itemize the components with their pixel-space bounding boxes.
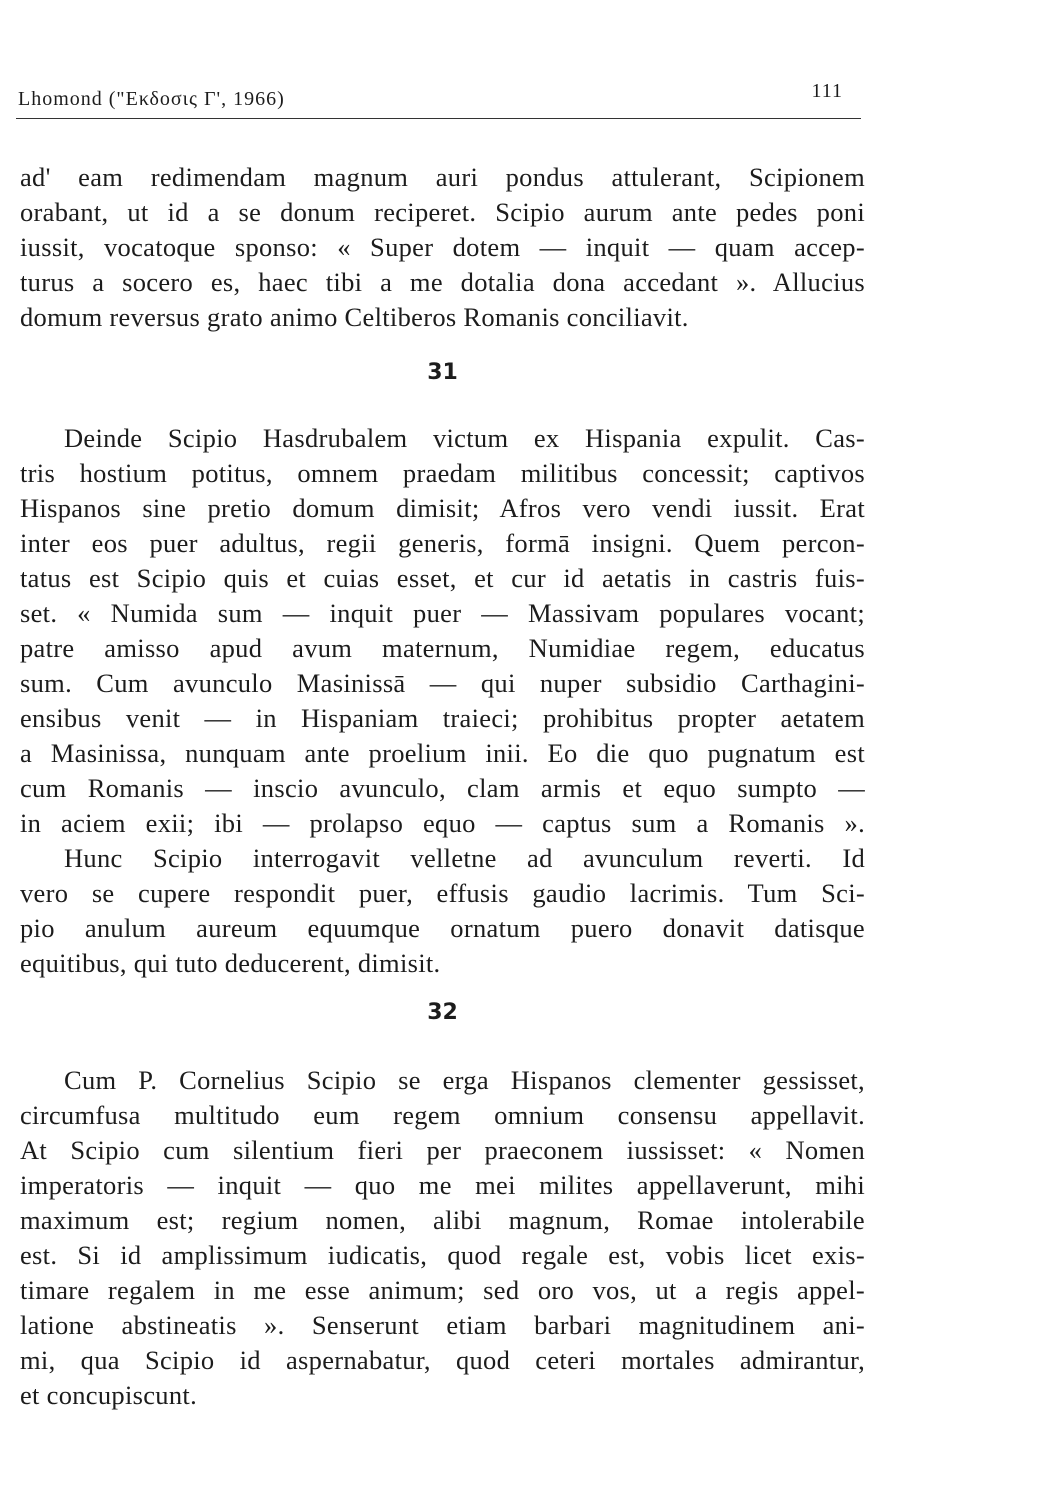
text-line: a Masinissa, nunquam ante proelium inii. Eo die quo pugnatum est — [20, 738, 865, 768]
text-line: set. « Numida sum — inquit puer — Massivam populares vocant; — [20, 598, 865, 628]
text-line: At Scipio cum silentium fieri per praeconem iussisset: « Nomen — [20, 1135, 865, 1165]
text-line: mi, qua Scipio id aspernabatur, quod ceteri mortales admirantur, — [20, 1345, 865, 1375]
text-line: et concupiscunt. — [20, 1380, 197, 1410]
section-number: 32 — [427, 1000, 458, 1025]
text-line: Cum P. Cornelius Scipio se erga Hispanos clementer gessisset, — [64, 1065, 865, 1095]
running-head-title: Lhomond ("Εκδοσις Γ', 1966) — [18, 88, 285, 110]
text-line: maximum est; regium nomen, alibi magnum, Romae intolerabile — [20, 1205, 865, 1235]
text-line: cum Romanis — inscio avunculo, clam armis et equo sumpto — — [20, 773, 865, 803]
text-line: patre amisso apud avum maternum, Numidiae regem, educatus — [20, 633, 865, 663]
text-line: tatus est Scipio quis et cuias esset, et cur id aetatis in castris fuis- — [20, 563, 865, 593]
text-line: Hunc Scipio interrogavit velletne ad avunculum reverti. Id — [64, 843, 865, 873]
running-head — [18, 80, 843, 118]
text-line: circumfusa multitudo eum regem omnium consensu appellavit. — [20, 1100, 865, 1130]
page-number: 111 — [811, 80, 843, 102]
text-line: equitibus, qui tuto deducerent, dimisit. — [20, 948, 441, 978]
text-line: iussit, vocatoque sponso: « Super dotem — inquit — quam accep- — [20, 232, 865, 262]
text-line: sum. Cum avunculo Masinissā — qui nuper subsidio Carthagini- — [20, 668, 865, 698]
text-line: orabant, ut id a se donum reciperet. Scipio aurum ante pedes poni — [20, 197, 865, 227]
text-line: pio anulum aureum equumque ornatum puero donavit datisque — [20, 913, 865, 943]
text-line: vero se cupere respondit puer, effusis gaudio lacrimis. Tum Sci- — [20, 878, 865, 908]
text-line: timare regalem in me esse animum; sed oro vos, ut a regis appel- — [20, 1275, 865, 1305]
text-line: Hispanos sine pretio domum dimisit; Afros vero vendi iussit. Erat — [20, 493, 865, 523]
text-line: in aciem exii; ibi — prolapso equo — captus sum a Romanis ». — [20, 808, 865, 838]
text-line: tris hostium potitus, omnem praedam militibus concessit; captivos — [20, 458, 865, 488]
section-number: 31 — [427, 360, 458, 385]
text-line: imperatoris — inquit — quo me mei milites appellaverunt, mihi — [20, 1170, 865, 1200]
text-line: turus a socero es, haec tibi a me dotalia dona accedant ». Allucius — [20, 267, 865, 297]
text-line: est. Si id amplissimum iudicatis, quod regale est, vobis licet exis- — [20, 1240, 865, 1270]
text-line: inter eos puer adultus, regii generis, formā insigni. Quem percon- — [20, 528, 865, 558]
text-line: ad' eam redimendam magnum auri pondus attulerant, Scipionem — [20, 162, 865, 192]
text-line: domum reversus grato animo Celtiberos Romanis conciliavit. — [20, 302, 689, 332]
text-line: Deinde Scipio Hasdrubalem victum ex Hispania expulit. Cas- — [64, 423, 865, 453]
text-line: ensibus venit — in Hispaniam traieci; prohibitus propter aetatem — [20, 703, 865, 733]
header-rule — [16, 118, 861, 119]
text-line: latione abstineatis ». Senserunt etiam barbari magnitudinem ani- — [20, 1310, 865, 1340]
